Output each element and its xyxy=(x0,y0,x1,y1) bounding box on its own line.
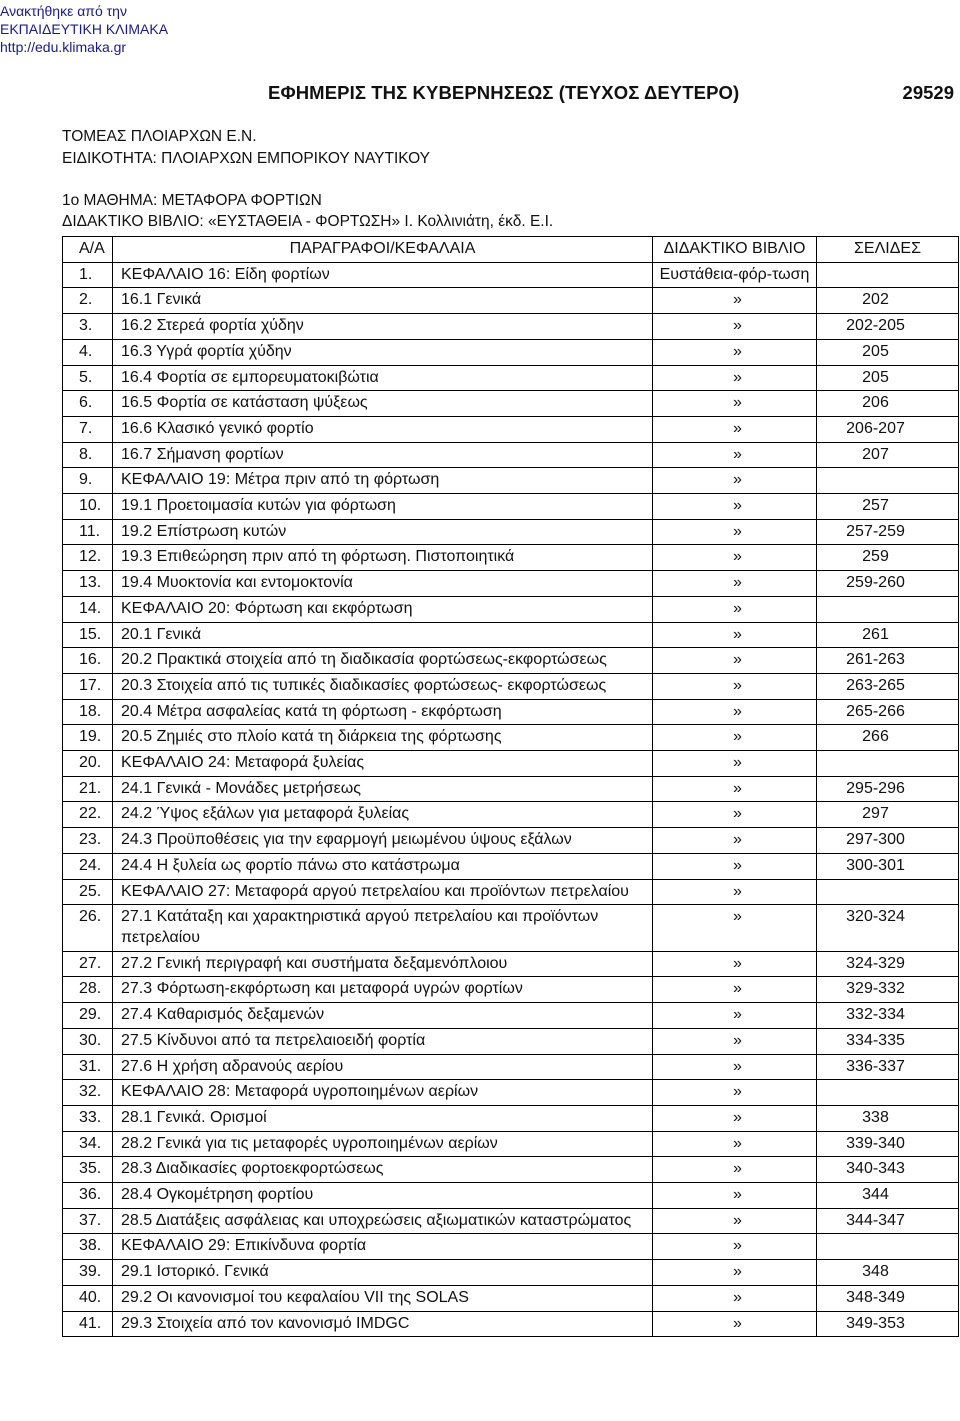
row-title: 27.4 Καθαρισμός δεξαμενών xyxy=(113,1003,653,1029)
table-row xyxy=(63,1131,959,1157)
row-title: ΚΕΦΑΛΑΙΟ 27: Μεταφορά αργού πετρελαίου και προϊόντων πετρελαίου xyxy=(113,879,653,905)
table-row xyxy=(63,262,959,288)
row-number: 14. xyxy=(63,596,113,622)
source-url-link[interactable]: http://edu.klimaka.gr xyxy=(0,39,127,55)
row-title: 24.1 Γενικά - Μονάδες μετρήσεως xyxy=(113,776,653,802)
row-pages: 261 xyxy=(817,622,959,648)
source-line-1: Ανακτήθηκε από την xyxy=(0,3,127,19)
row-number: 37. xyxy=(63,1208,113,1234)
row-book: » xyxy=(653,673,817,699)
row-number: 35. xyxy=(63,1157,113,1183)
table-row xyxy=(63,1105,959,1131)
row-book: » xyxy=(653,1054,817,1080)
table-row xyxy=(63,1157,959,1183)
row-number: 2. xyxy=(63,288,113,314)
row-title: 27.2 Γενική περιγραφή και συστήματα δεξαμενόπλοιου xyxy=(113,951,653,977)
row-number: 23. xyxy=(63,828,113,854)
header-pages: ΣΕΛΙΔΕΣ xyxy=(817,237,959,263)
row-book: » xyxy=(653,648,817,674)
row-number: 7. xyxy=(63,416,113,442)
table-row xyxy=(63,494,959,520)
row-book: » xyxy=(653,1183,817,1209)
row-pages xyxy=(817,1080,959,1106)
specialty-line: ΕΙΔΙΚΟΤΗΤΑ: ΠΛΟΙΑΡΧΩΝ ΕΜΠΟΡΙΚΟΥ ΝΑΥΤΙΚΟΥ xyxy=(62,150,431,167)
row-title: 29.1 Ιστορικό. Γενικά xyxy=(113,1260,653,1286)
row-pages: 261-263 xyxy=(817,648,959,674)
row-book: » xyxy=(653,288,817,314)
row-pages: 336-337 xyxy=(817,1054,959,1080)
row-pages: 332-334 xyxy=(817,1003,959,1029)
row-pages: 206-207 xyxy=(817,416,959,442)
row-title: 16.5 Φορτία σε κατάσταση ψύξεως xyxy=(113,391,653,417)
row-book: » xyxy=(653,905,817,951)
row-pages: 339-340 xyxy=(817,1131,959,1157)
row-pages: 324-329 xyxy=(817,951,959,977)
row-pages: 297-300 xyxy=(817,828,959,854)
row-pages: 202 xyxy=(817,288,959,314)
table-row xyxy=(63,1080,959,1106)
row-title: 19.4 Μυοκτονία και εντομοκτονία xyxy=(113,571,653,597)
row-number: 15. xyxy=(63,622,113,648)
row-book: » xyxy=(653,1311,817,1337)
row-pages: 348 xyxy=(817,1260,959,1286)
row-book: » xyxy=(653,1080,817,1106)
row-title: 20.1 Γενικά xyxy=(113,622,653,648)
row-title: ΚΕΦΑΛΑΙΟ 16: Είδη φορτίων xyxy=(113,262,653,288)
row-book: » xyxy=(653,416,817,442)
row-title: 16.4 Φορτία σε εμπορευματοκιβώτια xyxy=(113,365,653,391)
row-pages: 202-205 xyxy=(817,314,959,340)
row-title: 20.4 Μέτρα ασφαλείας κατά τη φόρτωση - εκφόρτωση xyxy=(113,699,653,725)
row-book: » xyxy=(653,442,817,468)
textbook-line: ΔΙΔΑΚΤΙΚΟ ΒΙΒΛΙΟ: «ΕΥΣΤΑΘΕΙΑ - ΦΟΡΤΩΣΗ» Ι. Κολλινιάτη, έκδ. Ε.Ι. xyxy=(62,213,554,230)
table-row xyxy=(63,1054,959,1080)
table-row xyxy=(63,545,959,571)
row-number: 26. xyxy=(63,905,113,951)
table-body xyxy=(63,262,959,1337)
row-number: 27. xyxy=(63,951,113,977)
row-number: 36. xyxy=(63,1183,113,1209)
row-number: 21. xyxy=(63,776,113,802)
row-number: 16. xyxy=(63,648,113,674)
row-number: 19. xyxy=(63,725,113,751)
row-title: 28.1 Γενικά. Ορισμοί xyxy=(113,1105,653,1131)
table-row xyxy=(63,339,959,365)
table-row xyxy=(63,751,959,777)
row-title: 19.2 Επίστρωση κυτών xyxy=(113,519,653,545)
row-title: 27.3 Φόρτωση-εκφόρτωση και μεταφορά υγρών φορτίων xyxy=(113,977,653,1003)
row-book: » xyxy=(653,879,817,905)
row-book: » xyxy=(653,519,817,545)
table-row xyxy=(63,365,959,391)
row-title: 29.3 Στοιχεία από τον κανονισμό IMDGC xyxy=(113,1311,653,1337)
row-book: » xyxy=(653,1028,817,1054)
table-row xyxy=(63,1260,959,1286)
row-book: » xyxy=(653,977,817,1003)
table-row xyxy=(63,951,959,977)
table-row xyxy=(63,468,959,494)
row-title: 28.3 Διαδικασίες φορτοεκφορτώσεως xyxy=(113,1157,653,1183)
table-row xyxy=(63,314,959,340)
row-book: » xyxy=(653,751,817,777)
row-number: 8. xyxy=(63,442,113,468)
table-row xyxy=(63,622,959,648)
row-book: » xyxy=(653,571,817,597)
row-number: 11. xyxy=(63,519,113,545)
table-row xyxy=(63,1311,959,1337)
row-number: 29. xyxy=(63,1003,113,1029)
row-book: » xyxy=(653,802,817,828)
row-book: » xyxy=(653,853,817,879)
row-title: 28.4 Ογκομέτρηση φορτίου xyxy=(113,1183,653,1209)
row-pages: 344-347 xyxy=(817,1208,959,1234)
row-number: 20. xyxy=(63,751,113,777)
table-row xyxy=(63,1003,959,1029)
row-book: » xyxy=(653,468,817,494)
row-number: 32. xyxy=(63,1080,113,1106)
row-number: 28. xyxy=(63,977,113,1003)
table-row xyxy=(63,442,959,468)
row-title: 27.6 Η χρήση αδρανούς αερίου xyxy=(113,1054,653,1080)
row-book: » xyxy=(653,776,817,802)
row-number: 40. xyxy=(63,1285,113,1311)
row-title: ΚΕΦΑΛΑΙΟ 28: Μεταφορά υγροποιημένων αερίων xyxy=(113,1080,653,1106)
row-number: 10. xyxy=(63,494,113,520)
row-number: 34. xyxy=(63,1131,113,1157)
row-book: » xyxy=(653,494,817,520)
table-row xyxy=(63,673,959,699)
row-number: 9. xyxy=(63,468,113,494)
row-book: » xyxy=(653,699,817,725)
row-number: 33. xyxy=(63,1105,113,1131)
row-book: » xyxy=(653,1208,817,1234)
row-pages: 334-335 xyxy=(817,1028,959,1054)
row-title: 28.2 Γενικά για τις μεταφορές υγροποιημένων αερίων xyxy=(113,1131,653,1157)
row-pages: 205 xyxy=(817,365,959,391)
row-pages xyxy=(817,468,959,494)
table-row xyxy=(63,828,959,854)
row-pages: 206 xyxy=(817,391,959,417)
row-title: 20.5 Ζημιές στο πλοίο κατά τη διάρκεια της φόρτωσης xyxy=(113,725,653,751)
row-title: 16.2 Στερεά φορτία χύδην xyxy=(113,314,653,340)
row-number: 18. xyxy=(63,699,113,725)
row-pages: 297 xyxy=(817,802,959,828)
row-book: Ευστάθεια-φόρ-τωση xyxy=(653,262,817,288)
row-book: » xyxy=(653,1131,817,1157)
row-title: 16.7 Σήμανση φορτίων xyxy=(113,442,653,468)
row-pages: 205 xyxy=(817,339,959,365)
row-pages: 257-259 xyxy=(817,519,959,545)
row-title: 16.1 Γενικά xyxy=(113,288,653,314)
row-number: 4. xyxy=(63,339,113,365)
row-book: » xyxy=(653,596,817,622)
table-row xyxy=(63,391,959,417)
row-pages: 320-324 xyxy=(817,905,959,951)
row-book: » xyxy=(653,391,817,417)
table-row xyxy=(63,519,959,545)
row-title: 27.5 Κίνδυνοι από τα πετρελαιοειδή φορτία xyxy=(113,1028,653,1054)
row-title: ΚΕΦΑΛΑΙΟ 24: Μεταφορά ξυλείας xyxy=(113,751,653,777)
row-pages xyxy=(817,596,959,622)
row-title: 20.3 Στοιχεία από τις τυπικές διαδικασίες φορτώσεως- εκφορτώσεως xyxy=(113,673,653,699)
row-pages: 266 xyxy=(817,725,959,751)
row-number: 5. xyxy=(63,365,113,391)
gazette-title: ΕΦΗΜΕΡΙΣ ΤΗΣ ΚΥΒΕΡΝΗΣΕΩΣ (ΤΕΥΧΟΣ ΔΕΥΤΕΡΟ) xyxy=(268,82,740,103)
table-row xyxy=(63,699,959,725)
row-title: 24.2 Ύψος εξάλων για μεταφορά ξυλείας xyxy=(113,802,653,828)
row-number: 13. xyxy=(63,571,113,597)
table-row xyxy=(63,725,959,751)
row-pages xyxy=(817,1234,959,1260)
table-row xyxy=(63,416,959,442)
source-line-2: ΕΚΠΑΙΔΕΥΤΙΚΗ ΚΛΙΜΑΚΑ xyxy=(0,21,169,37)
row-number: 17. xyxy=(63,673,113,699)
table-row xyxy=(63,1183,959,1209)
row-pages: 257 xyxy=(817,494,959,520)
table-row xyxy=(63,1234,959,1260)
row-title: 16.3 Υγρά φορτία χύδην xyxy=(113,339,653,365)
row-number: 31. xyxy=(63,1054,113,1080)
row-pages xyxy=(817,879,959,905)
row-title: 16.6 Κλασικό γενικό φορτίο xyxy=(113,416,653,442)
row-number: 3. xyxy=(63,314,113,340)
header-book: ΔΙΔΑΚΤΙΚΟ ΒΙΒΛΙΟ xyxy=(653,237,817,263)
syllabus-table xyxy=(62,236,959,1337)
table-row xyxy=(63,905,959,951)
row-number: 25. xyxy=(63,879,113,905)
row-book: » xyxy=(653,1234,817,1260)
header-num: Α/Α xyxy=(63,237,113,263)
row-book: » xyxy=(653,1105,817,1131)
row-pages: 349-353 xyxy=(817,1311,959,1337)
table-row xyxy=(63,879,959,905)
page-number: 29529 xyxy=(902,82,954,103)
row-pages: 344 xyxy=(817,1183,959,1209)
row-pages: 338 xyxy=(817,1105,959,1131)
row-number: 41. xyxy=(63,1311,113,1337)
row-title: 28.5 Διατάξεις ασφάλειας και υποχρεώσεις αξιωματικών καταστρώματος xyxy=(113,1208,653,1234)
table-header-row xyxy=(63,237,959,263)
header-title: ΠΑΡΑΓΡΑΦΟΙ/ΚΕΦΑΛΑΙΑ xyxy=(113,237,653,263)
row-pages: 207 xyxy=(817,442,959,468)
row-pages xyxy=(817,262,959,288)
table-row xyxy=(63,977,959,1003)
row-title: 19.1 Προετοιμασία κυτών για φόρτωση xyxy=(113,494,653,520)
sector-line: ΤΟΜΕΑΣ ΠΛΟΙΑΡΧΩΝ Ε.Ν. xyxy=(62,128,257,145)
table-row xyxy=(63,853,959,879)
row-title: ΚΕΦΑΛΑΙΟ 19: Μέτρα πριν από τη φόρτωση xyxy=(113,468,653,494)
row-title: 29.2 Οι κανονισμοί του κεφαλαίου VII της SOLAS xyxy=(113,1285,653,1311)
source-attribution xyxy=(0,2,168,56)
row-title: 27.1 Κατάταξη και χαρακτηριστικά αργού πετρελαίου και προϊόντων πετρελαίου xyxy=(113,905,653,951)
row-book: » xyxy=(653,545,817,571)
row-book: » xyxy=(653,1003,817,1029)
row-number: 39. xyxy=(63,1260,113,1286)
row-title: ΚΕΦΑΛΑΙΟ 29: Επικίνδυνα φορτία xyxy=(113,1234,653,1260)
course-line: 1ο ΜΑΘΗΜΑ: ΜΕΤΑΦΟΡΑ ΦΟΡΤΙΩΝ xyxy=(62,192,322,209)
row-book: » xyxy=(653,1285,817,1311)
row-number: 12. xyxy=(63,545,113,571)
table-row xyxy=(63,648,959,674)
row-title: 24.4 Η ξυλεία ως φορτίο πάνω στο κατάστρωμα xyxy=(113,853,653,879)
row-book: » xyxy=(653,725,817,751)
row-book: » xyxy=(653,365,817,391)
row-number: 1. xyxy=(63,262,113,288)
table-row xyxy=(63,1028,959,1054)
row-book: » xyxy=(653,314,817,340)
row-pages: 259-260 xyxy=(817,571,959,597)
row-pages: 295-296 xyxy=(817,776,959,802)
row-title: ΚΕΦΑΛΑΙΟ 20: Φόρτωση και εκφόρτωση xyxy=(113,596,653,622)
table-row xyxy=(63,571,959,597)
row-book: » xyxy=(653,622,817,648)
row-book: » xyxy=(653,339,817,365)
row-number: 22. xyxy=(63,802,113,828)
table-row xyxy=(63,1208,959,1234)
row-pages xyxy=(817,751,959,777)
table-row xyxy=(63,776,959,802)
row-pages: 348-349 xyxy=(817,1285,959,1311)
row-number: 24. xyxy=(63,853,113,879)
row-pages: 329-332 xyxy=(817,977,959,1003)
row-book: » xyxy=(653,951,817,977)
row-book: » xyxy=(653,1260,817,1286)
row-pages: 265-266 xyxy=(817,699,959,725)
row-pages: 300-301 xyxy=(817,853,959,879)
table-row xyxy=(63,288,959,314)
row-number: 30. xyxy=(63,1028,113,1054)
row-pages: 263-265 xyxy=(817,673,959,699)
row-pages: 259 xyxy=(817,545,959,571)
row-number: 38. xyxy=(63,1234,113,1260)
table-row xyxy=(63,802,959,828)
row-title: 19.3 Επιθεώρηση πριν από τη φόρτωση. Πιστοποιητικά xyxy=(113,545,653,571)
table-row xyxy=(63,596,959,622)
row-number: 6. xyxy=(63,391,113,417)
row-book: » xyxy=(653,828,817,854)
row-title: 24.3 Προϋποθέσεις για την εφαρμογή μειωμένου ύψους εξάλων xyxy=(113,828,653,854)
row-pages: 340-343 xyxy=(817,1157,959,1183)
row-book: » xyxy=(653,1157,817,1183)
row-title: 20.2 Πρακτικά στοιχεία από τη διαδικασία φορτώσεως-εκφορτώσεως xyxy=(113,648,653,674)
table-row xyxy=(63,1285,959,1311)
